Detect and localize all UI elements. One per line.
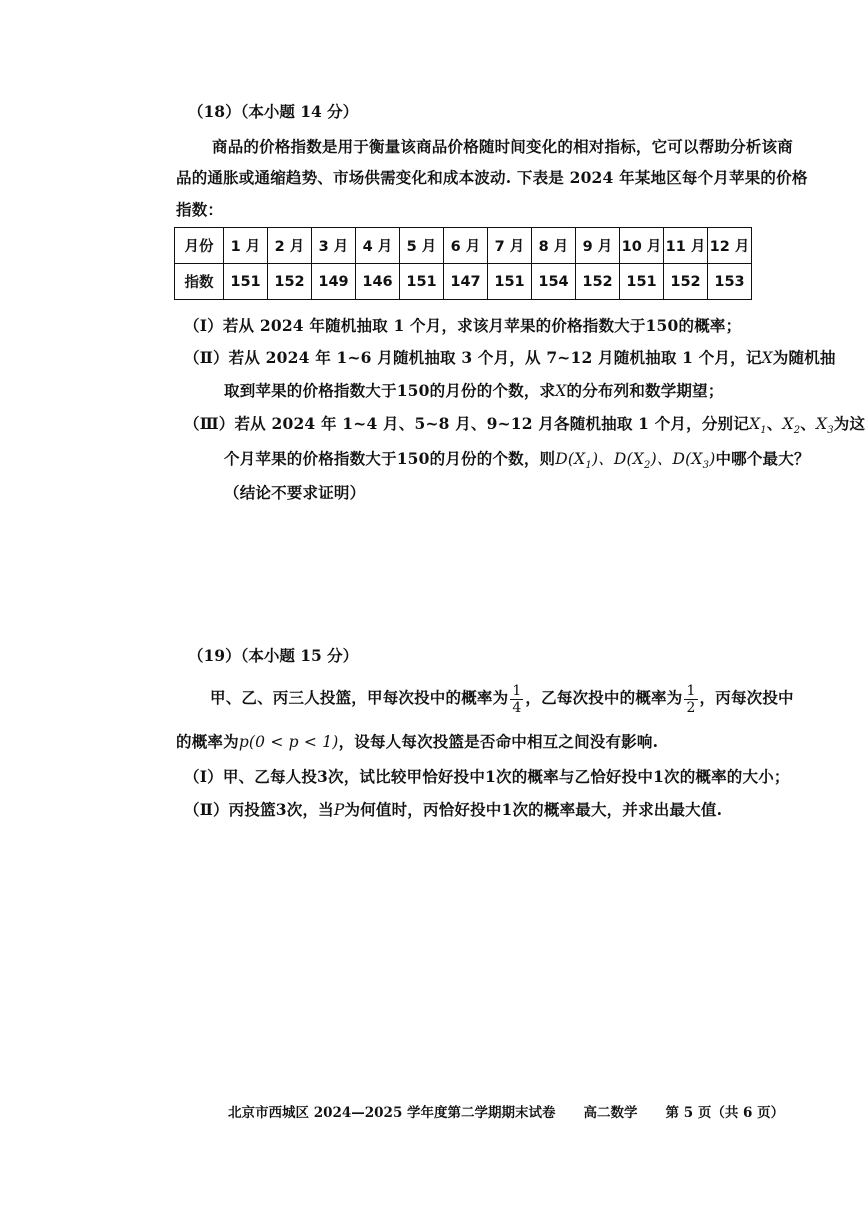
q18-x1-math: $X_1$ [748, 415, 767, 436]
fraction-one-quarter [510, 684, 523, 715]
index-cell: 151 [224, 264, 268, 300]
index-cell: 147 [444, 264, 488, 300]
table-row-months [175, 228, 752, 264]
q19-part1: （Ⅰ）甲、乙每人投3次，试比较甲恰好投中1次的概率与乙恰好投中1次的概率的大小； [184, 767, 790, 786]
q18-part2-line1 [184, 350, 836, 367]
frac1-numerator: 1 [512, 682, 522, 699]
month-cell: 11 月 [664, 228, 708, 264]
q18-part2-text-a: （Ⅱ）若从 2024 年 1~6 月随机抽取 3 个月，从 7~12 月随机抽取 1 个月，记 [184, 348, 762, 367]
q19-line2-a: 的概率为 [176, 732, 239, 751]
q19-p-range-math: p(0 < p < 1) [238, 733, 339, 751]
q19-part2 [184, 802, 722, 819]
frac2-numerator: 1 [686, 682, 696, 699]
q18-x2-math: $X_2$ [782, 415, 801, 436]
q18-intro-line3: 指数： [176, 200, 224, 219]
month-cell: 2 月 [268, 228, 312, 264]
month-cell: 10 月 [620, 228, 664, 264]
q18-var-x: X [761, 349, 773, 367]
table-header-month: 月份 [175, 228, 224, 264]
index-cell: 152 [268, 264, 312, 300]
month-cell: 4 月 [356, 228, 400, 264]
index-cell: 152 [576, 264, 620, 300]
q18-var-x2: X [555, 382, 567, 400]
frac2-denominator: 2 [686, 699, 696, 716]
table-header-index: 指数 [175, 264, 224, 300]
q18-part2-line2-a: 取到苹果的价格指数大于150的月份的个数，求 [224, 381, 556, 400]
q18-part1: （Ⅰ）若从 2024 年随机抽取 1 个月，求该月苹果的价格指数大于150的概率； [184, 316, 742, 335]
index-cell: 149 [312, 264, 356, 300]
table-row-indices [175, 264, 752, 300]
month-cell: 6 月 [444, 228, 488, 264]
month-cell: 8 月 [532, 228, 576, 264]
q19-line2-b: ，设每人每次投篮是否命中相互之间没有影响. [338, 732, 659, 751]
page-footer [228, 1101, 784, 1121]
index-cell: 154 [532, 264, 576, 300]
q19-part2-a: （Ⅱ）丙投篮3次，当 [184, 800, 334, 819]
index-cell: 151 [400, 264, 444, 300]
index-cell: 153 [708, 264, 752, 300]
index-cell: 151 [620, 264, 664, 300]
q18-intro-line1: 商品的价格指数是用于衡量该商品价格随时间变化的相对指标，它可以帮助分析该商 [212, 137, 793, 156]
fraction-one-half [684, 684, 697, 715]
q18-part3-line2-a: 个月苹果的价格指数大于150的月份的个数，则 [224, 449, 556, 468]
month-cell: 7 月 [488, 228, 532, 264]
index-cell: 151 [488, 264, 532, 300]
q19-part2-b: 为何值时，丙恰好投中1次的概率最大，并求出最大值. [344, 800, 723, 819]
q19-intro-c: ，丙每次投中 [699, 688, 794, 707]
q18-header: （18）（本小题 14 分） [188, 102, 359, 121]
q18-part2-text-b: 为随机抽 [772, 348, 836, 367]
q18-part3-line3: （结论不要求证明） [224, 483, 366, 502]
price-index-table [174, 227, 752, 300]
month-cell: 5 月 [400, 228, 444, 264]
q18-sep-2: 、 [800, 414, 816, 433]
q18-variance-math: $D(X_1)$、$D(X_2)$、$D(X_3)$ [555, 450, 716, 471]
q19-header: （19）（本小题 15 分） [188, 646, 359, 665]
q18-intro-line2: 品的通胀或通缩趋势、市场供需变化和成本波动. 下表是 2024 年某地区每个月苹果的价格 [176, 168, 808, 187]
q18-part3-line2-b: 中哪个最大？ [715, 449, 810, 468]
month-cell: 12 月 [708, 228, 752, 264]
month-cell: 3 月 [312, 228, 356, 264]
q19-intro-line1 [210, 680, 794, 716]
footer-exam-title: 北京市西城区 2024—2025 学年度第二学期期末试卷 [228, 1105, 556, 1121]
q19-intro-line2 [176, 734, 658, 751]
q18-part3-text-b: 为这 [833, 414, 865, 433]
month-cell: 1 月 [224, 228, 268, 264]
q19-intro-b: ，乙每次投中的概率为 [525, 688, 683, 707]
q18-sep-1: 、 [766, 414, 783, 433]
q18-part3-line2 [224, 449, 810, 471]
index-cell: 152 [664, 264, 708, 300]
frac1-denominator: 4 [512, 699, 522, 716]
q18-part2-line2-b: 的分布列和数学期望； [566, 381, 724, 400]
q19-var-p: P [333, 801, 345, 819]
q18-part3-line1 [184, 414, 865, 436]
q18-part3-text-a: （Ⅲ）若从 2024 年 1~4 月、5~8 月、9~12 月各随机抽取 1 个月，分别记 [184, 414, 749, 433]
footer-subject: 高二数学 [583, 1105, 638, 1121]
q19-intro-a: 甲、乙、丙三人投篮，甲每次投中的概率为 [210, 688, 509, 707]
q18-x3-math: $X_3$ [815, 415, 834, 436]
q18-part2-line2 [224, 383, 724, 400]
index-cell: 146 [356, 264, 400, 300]
month-cell: 9 月 [576, 228, 620, 264]
footer-page-number: 第 5 页（共 6 页） [665, 1105, 785, 1121]
